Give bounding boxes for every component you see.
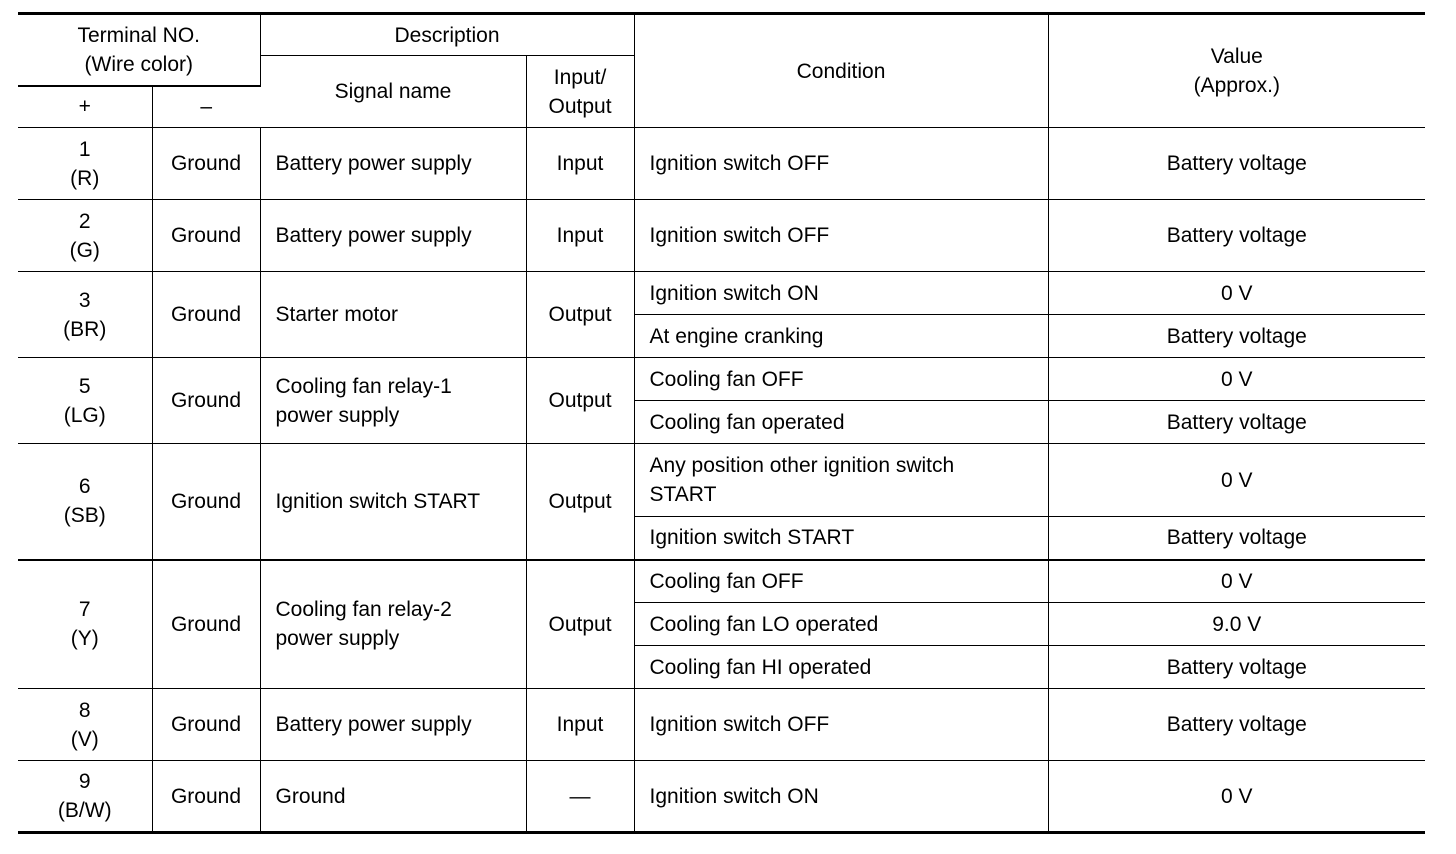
ground-cell: Ground: [152, 200, 260, 272]
ground-cell: Ground: [152, 689, 260, 761]
wire-color: (R): [70, 166, 100, 190]
condition-line-1: Cooling fan operated: [649, 410, 845, 434]
terminal-cell: [18, 560, 152, 689]
table-row: [18, 200, 1425, 272]
terminal-cell: [18, 358, 152, 444]
signal-name-line-1: Battery power supply: [275, 713, 472, 736]
signal-name-line-2: power supply: [275, 403, 400, 427]
table-body: [18, 128, 1425, 833]
input-output-cell: Output: [526, 272, 634, 358]
table-row: [18, 358, 1425, 401]
value-cell: 0 V: [1048, 761, 1425, 833]
ground-cell: Ground: [152, 761, 260, 833]
condition-cell: [634, 689, 1048, 761]
terminal-cell: [18, 444, 152, 560]
terminal-cell: [18, 689, 152, 761]
value-cell: Battery voltage: [1048, 128, 1425, 200]
input-output-cell: —: [526, 761, 634, 833]
value-cell: 9.0 V: [1048, 603, 1425, 646]
terminal-number: 5: [78, 374, 91, 398]
input-output-cell: Output: [526, 444, 634, 560]
table-row: [18, 272, 1425, 315]
condition-line-1: Any position other ignition switch: [649, 454, 955, 477]
wire-color: (B/W): [57, 799, 112, 822]
signal-name-line-1: Ignition switch START: [275, 489, 481, 513]
condition-line-2: START: [649, 483, 717, 506]
header-minus: –: [152, 86, 260, 128]
signal-name-line-1: Starter motor: [275, 303, 399, 326]
ground-cell: Ground: [152, 272, 260, 358]
condition-cell: [634, 646, 1048, 689]
condition-cell: [634, 272, 1048, 315]
condition-line-1: Cooling fan LO operated: [649, 612, 879, 636]
header-output-label: Output: [548, 94, 612, 118]
wire-color: (BR): [63, 317, 107, 341]
ground-cell: Ground: [152, 128, 260, 200]
signal-name-line-1: Cooling fan relay-1: [275, 374, 452, 398]
value-cell: 0 V: [1048, 560, 1425, 603]
input-output-cell: Output: [526, 560, 634, 689]
condition-cell: [634, 200, 1048, 272]
wire-color: (Y): [70, 627, 99, 651]
terminal-number: 1: [78, 137, 91, 161]
header-condition: Condition: [634, 14, 1048, 128]
header-value-approx-label: (Approx.): [1193, 74, 1280, 97]
terminal-cell: [18, 200, 152, 272]
condition-cell: [634, 761, 1048, 833]
ground-cell: Ground: [152, 358, 260, 444]
header-description: Description: [260, 14, 634, 56]
signal-name-cell: [260, 689, 526, 761]
signal-name-cell: [260, 444, 526, 560]
terminal-cell: [18, 128, 152, 200]
value-cell: Battery voltage: [1048, 401, 1425, 444]
condition-cell: [634, 517, 1048, 560]
ground-cell: Ground: [152, 560, 260, 689]
condition-cell: [634, 444, 1048, 517]
value-cell: Battery voltage: [1048, 200, 1425, 272]
wire-color: (SB): [63, 504, 106, 528]
wire-color: (LG): [63, 403, 106, 427]
wire-color: (V): [70, 727, 99, 751]
value-cell: Battery voltage: [1048, 517, 1425, 560]
condition-cell: [634, 358, 1048, 401]
condition-line-1: Ignition switch ON: [649, 784, 819, 808]
terminal-table: [18, 12, 1425, 834]
signal-name-line-1: Cooling fan relay-2: [275, 598, 452, 622]
header-plus: +: [18, 86, 152, 128]
condition-line-1: At engine cranking: [649, 324, 824, 348]
condition-line-1: Ignition switch ON: [649, 281, 819, 305]
header-input-label: Input/: [553, 65, 607, 89]
table-row: [18, 689, 1425, 761]
condition-line-1: Ignition switch OFF: [649, 713, 830, 736]
signal-name-line-1: Ground: [275, 784, 346, 808]
value-cell: Battery voltage: [1048, 646, 1425, 689]
terminal-cell: [18, 761, 152, 833]
signal-name-cell: [260, 358, 526, 444]
terminal-number: 3: [78, 288, 91, 312]
input-output-cell: Input: [526, 200, 634, 272]
header-input-output: [526, 56, 634, 128]
header-signal-name: Signal name: [260, 56, 526, 128]
terminal-number: 9: [78, 770, 91, 793]
input-output-cell: Output: [526, 358, 634, 444]
condition-cell: [634, 560, 1048, 603]
condition-line-1: Cooling fan HI operated: [649, 655, 872, 679]
signal-name-cell: [260, 200, 526, 272]
signal-name-cell: [260, 560, 526, 689]
input-output-cell: Input: [526, 128, 634, 200]
value-cell: 0 V: [1048, 444, 1425, 517]
condition-line-1: Ignition switch OFF: [649, 152, 830, 175]
value-cell: 0 V: [1048, 358, 1425, 401]
header-value-label: Value: [1210, 45, 1263, 68]
value-cell: Battery voltage: [1048, 315, 1425, 358]
terminal-number: 8: [78, 698, 91, 722]
terminal-number: 7: [78, 598, 91, 622]
ground-cell: Ground: [152, 444, 260, 560]
header-terminal: [18, 14, 260, 86]
table-row: [18, 444, 1425, 517]
signal-name-line-1: Battery power supply: [275, 152, 472, 175]
condition-line-1: Cooling fan OFF: [649, 367, 804, 391]
input-output-cell: Input: [526, 689, 634, 761]
header-terminal-label: Terminal NO.: [77, 23, 201, 47]
signal-name-cell: [260, 761, 526, 833]
signal-name-cell: [260, 128, 526, 200]
signal-name-line-1: Battery power supply: [275, 224, 472, 247]
value-cell: Battery voltage: [1048, 689, 1425, 761]
condition-cell: [634, 603, 1048, 646]
signal-name-cell: [260, 272, 526, 358]
signal-name-line-2: power supply: [275, 627, 400, 651]
value-cell: 0 V: [1048, 272, 1425, 315]
table-row: [18, 560, 1425, 603]
condition-cell: [634, 401, 1048, 444]
condition-line-1: Cooling fan OFF: [649, 569, 804, 593]
terminal-number: 2: [78, 209, 91, 233]
table-row: [18, 761, 1425, 833]
terminal-number: 6: [78, 475, 91, 499]
condition-line-1: Ignition switch START: [649, 526, 855, 550]
condition-cell: [634, 128, 1048, 200]
table-header: [18, 14, 1425, 128]
table-row: [18, 128, 1425, 200]
terminal-cell: [18, 272, 152, 358]
condition-cell: [634, 315, 1048, 358]
condition-line-1: Ignition switch OFF: [649, 224, 830, 247]
header-wire-color-label: (Wire color): [84, 52, 193, 76]
wire-color: (G): [69, 238, 100, 262]
header-value: [1048, 14, 1425, 128]
